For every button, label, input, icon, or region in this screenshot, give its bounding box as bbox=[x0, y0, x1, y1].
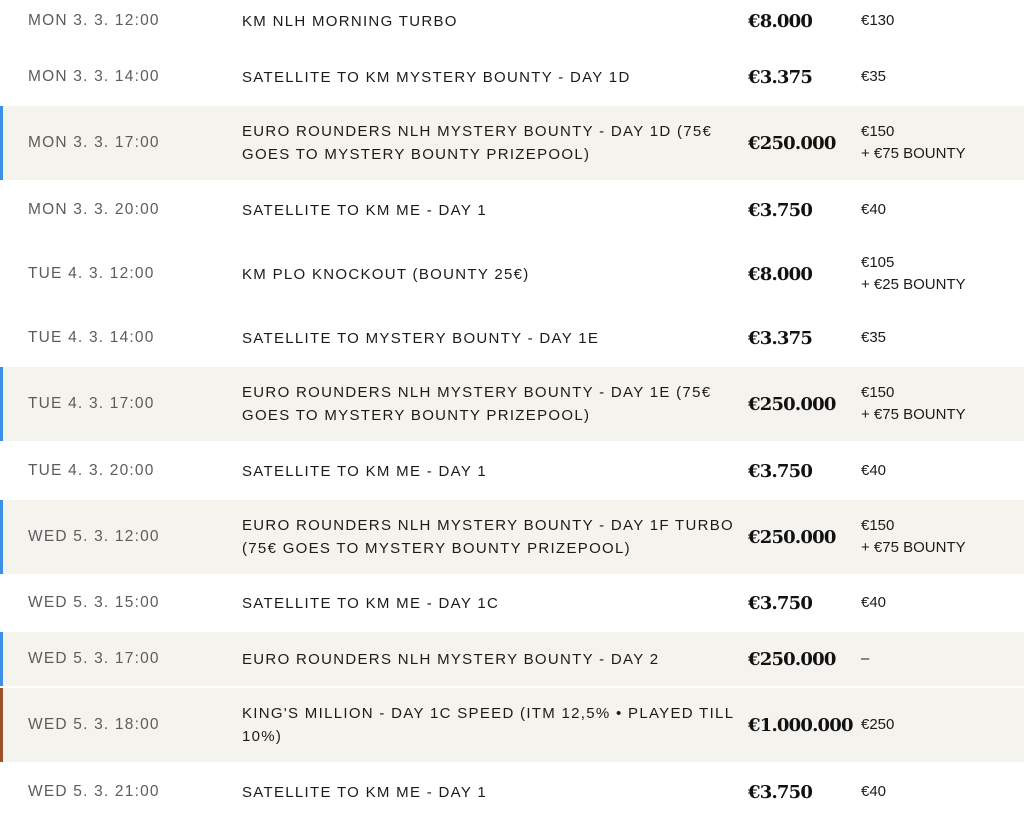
row-buyin bbox=[861, 310, 1021, 366]
row-buyin-amount: – bbox=[861, 650, 870, 667]
schedule-row[interactable] bbox=[0, 443, 1024, 499]
row-date: TUE 4. 3. 17:00 bbox=[28, 395, 155, 412]
row-guaranteed-prize: €3.750 bbox=[748, 781, 813, 803]
row-buyin bbox=[861, 0, 1021, 42]
row-tournament-name: SATELLITE TO KM ME - DAY 1C bbox=[242, 594, 500, 612]
row-buyin bbox=[861, 106, 1021, 180]
row-buyin bbox=[861, 500, 1021, 574]
row-tournament-name: EURO ROUNDERS NLH MYSTERY BOUNTY - DAY 2 bbox=[242, 650, 660, 668]
row-tournament-name: SATELLITE TO KM ME - DAY 1 bbox=[242, 783, 487, 801]
schedule-row-highlighted[interactable] bbox=[0, 632, 1024, 686]
row-buyin bbox=[861, 632, 1021, 686]
row-buyin bbox=[861, 182, 1021, 238]
row-tournament-name: KM PLO KNOCKOUT (BOUNTY 25€) bbox=[242, 265, 530, 283]
row-tournament-name: KM NLH MORNING TURBO bbox=[242, 12, 458, 30]
schedule-row[interactable] bbox=[0, 764, 1024, 820]
row-date: MON 3. 3. 17:00 bbox=[28, 134, 160, 151]
schedule-row[interactable] bbox=[0, 239, 1024, 309]
row-bounty-amount: + €75 BOUNTY bbox=[861, 539, 966, 556]
row-tournament-name: EURO ROUNDERS NLH MYSTERY BOUNTY - DAY 1F TURBO (75€ GOES TO MYSTERY BOUNTY PRIZEPOOL) bbox=[242, 517, 735, 557]
schedule-row-highlighted[interactable] bbox=[0, 367, 1024, 441]
row-guaranteed-prize: €1.000.000 bbox=[748, 714, 853, 736]
row-date: TUE 4. 3. 20:00 bbox=[28, 462, 155, 479]
row-date: WED 5. 3. 15:00 bbox=[28, 594, 160, 611]
row-date: MON 3. 3. 14:00 bbox=[28, 68, 160, 85]
row-bounty-amount: + €75 BOUNTY bbox=[861, 145, 966, 162]
schedule-row[interactable] bbox=[0, 49, 1024, 105]
row-tournament-name: SATELLITE TO MYSTERY BOUNTY - DAY 1E bbox=[242, 329, 600, 347]
row-date: MON 3. 3. 20:00 bbox=[28, 201, 160, 218]
row-buyin-amount: €40 bbox=[861, 594, 887, 611]
row-date: WED 5. 3. 12:00 bbox=[28, 528, 160, 545]
schedule-row-highlighted[interactable] bbox=[0, 106, 1024, 180]
row-date: MON 3. 3. 12:00 bbox=[28, 12, 160, 29]
row-buyin-amount: €40 bbox=[861, 783, 887, 800]
row-tournament-name: SATELLITE TO KM MYSTERY BOUNTY - DAY 1D bbox=[242, 68, 631, 86]
row-buyin-amount: €150 bbox=[861, 123, 895, 140]
row-buyin bbox=[861, 443, 1021, 499]
row-buyin-amount: €105 bbox=[861, 254, 895, 271]
row-buyin-amount: €150 bbox=[861, 517, 895, 534]
row-buyin-amount: €35 bbox=[861, 68, 887, 85]
row-buyin-amount: €150 bbox=[861, 384, 895, 401]
row-buyin bbox=[861, 688, 1021, 762]
row-guaranteed-prize: €3.750 bbox=[748, 460, 813, 482]
row-tournament-name: SATELLITE TO KM ME - DAY 1 bbox=[242, 201, 487, 219]
schedule-row-highlighted[interactable] bbox=[0, 500, 1024, 574]
schedule-row[interactable] bbox=[0, 182, 1024, 238]
row-buyin-amount: €40 bbox=[861, 201, 887, 218]
row-tournament-name: SATELLITE TO KM ME - DAY 1 bbox=[242, 462, 487, 480]
row-guaranteed-prize: €8.000 bbox=[748, 263, 813, 285]
row-guaranteed-prize: €3.375 bbox=[748, 66, 813, 88]
row-buyin bbox=[861, 49, 1021, 105]
row-buyin bbox=[861, 576, 1021, 630]
row-guaranteed-prize: €3.375 bbox=[748, 327, 813, 349]
row-buyin-amount: €130 bbox=[861, 12, 895, 29]
row-date: WED 5. 3. 21:00 bbox=[28, 783, 160, 800]
row-guaranteed-prize: €250.000 bbox=[748, 526, 836, 548]
row-tournament-name: EURO ROUNDERS NLH MYSTERY BOUNTY - DAY 1D (75€ GOES TO MYSTERY BOUNTY PRIZEPOOL) bbox=[242, 123, 713, 163]
row-guaranteed-prize: €250.000 bbox=[748, 132, 836, 154]
row-guaranteed-prize: €3.750 bbox=[748, 199, 813, 221]
schedule-row-main-event[interactable] bbox=[0, 688, 1024, 762]
row-buyin bbox=[861, 764, 1021, 820]
row-guaranteed-prize: €250.000 bbox=[748, 393, 836, 415]
schedule-row[interactable] bbox=[0, 576, 1024, 630]
row-tournament-name: EURO ROUNDERS NLH MYSTERY BOUNTY - DAY 1E (75€ GOES TO MYSTERY BOUNTY PRIZEPOOL) bbox=[242, 384, 712, 424]
row-date: TUE 4. 3. 12:00 bbox=[28, 265, 155, 282]
row-guaranteed-prize: €8.000 bbox=[748, 10, 813, 32]
row-date: WED 5. 3. 18:00 bbox=[28, 716, 160, 733]
row-date: WED 5. 3. 17:00 bbox=[28, 650, 160, 667]
row-buyin-amount: €40 bbox=[861, 462, 887, 479]
row-buyin-amount: €250 bbox=[861, 716, 895, 733]
row-bounty-amount: + €25 BOUNTY bbox=[861, 276, 966, 293]
row-guaranteed-prize: €3.750 bbox=[748, 592, 813, 614]
row-buyin bbox=[861, 239, 1021, 309]
schedule-row[interactable] bbox=[0, 0, 1024, 42]
row-guaranteed-prize: €250.000 bbox=[748, 648, 836, 670]
row-tournament-name: KING'S MILLION - DAY 1C SPEED (ITM 12,5% • PLAYED TILL 10%) bbox=[242, 705, 734, 745]
row-buyin-amount: €35 bbox=[861, 329, 887, 346]
row-buyin bbox=[861, 367, 1021, 441]
row-bounty-amount: + €75 BOUNTY bbox=[861, 406, 966, 423]
row-date: TUE 4. 3. 14:00 bbox=[28, 329, 155, 346]
schedule-row[interactable] bbox=[0, 310, 1024, 366]
